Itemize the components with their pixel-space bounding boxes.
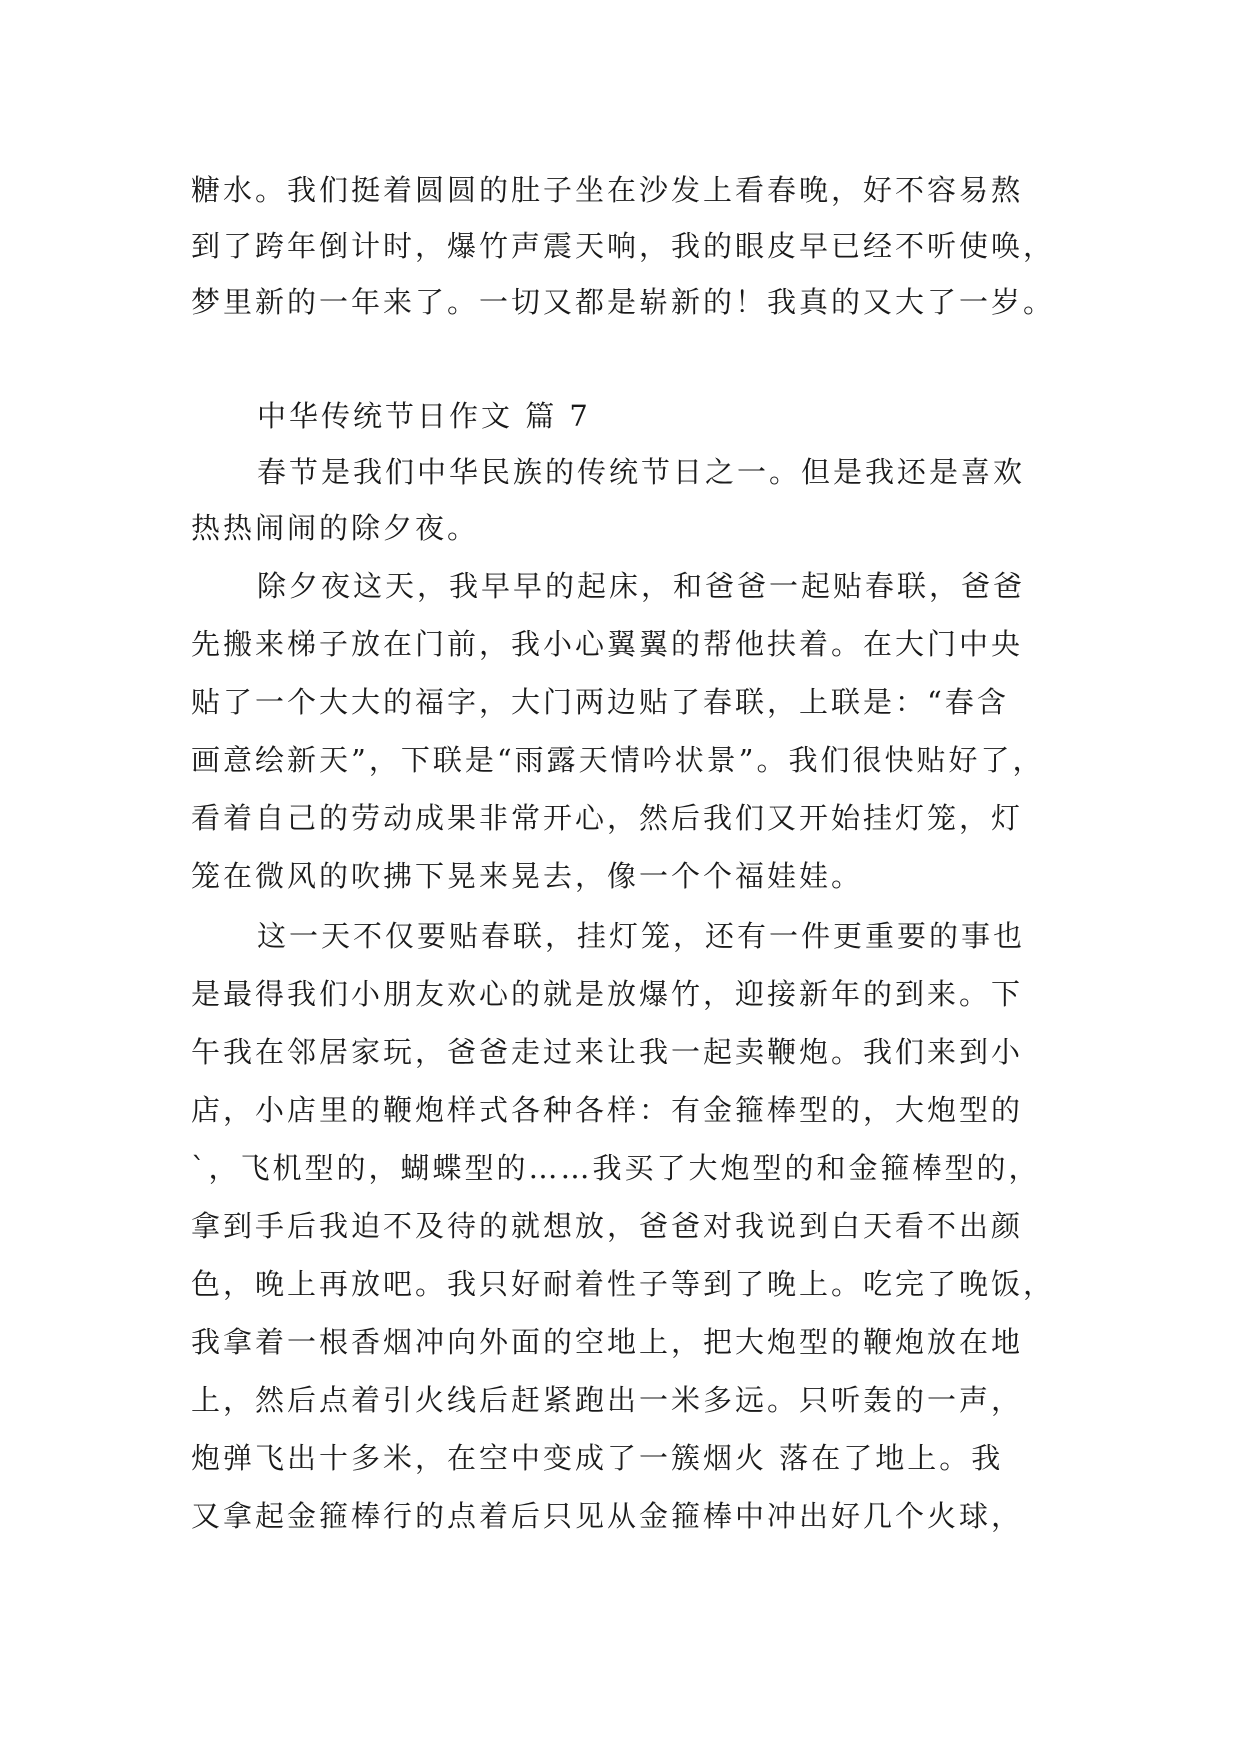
- paragraph-line: 看着自己的劳动成果非常开心，然后我们又开始挂灯笼，灯: [191, 801, 1024, 835]
- paragraph-line: 除夕夜这天，我早早的起床，和爸爸一起贴春联，爸爸: [257, 569, 1026, 603]
- paragraph-line: 贴了一个大大的福字，大门两边贴了春联，上联是：“春含: [191, 685, 1009, 719]
- paragraph-line: 笼在微风的吹拂下晃来晃去，像一个个福娃娃。: [191, 859, 864, 893]
- text-line: 到了跨年倒计时，爆竹声震天响，我的眼皮早已经不听使唤，: [191, 229, 1056, 263]
- section-title: 中华传统节日作文 篇 7: [257, 399, 591, 433]
- paragraph-line: 又拿起金箍棒行的点着后只见从金箍棒中冲出好几个火球，: [191, 1499, 1024, 1533]
- paragraph-line: 热热闹闹的除夕夜。: [191, 511, 480, 545]
- paragraph-line: 拿到手后我迫不及待的就想放，爸爸对我说到白天看不出颜: [191, 1209, 1024, 1243]
- paragraph-line: 店，小店里的鞭炮样式各种各样：有金箍棒型的，大炮型的: [191, 1093, 1024, 1127]
- paragraph-line: 炮弹飞出十多米，在空中变成了一簇烟火 落在了地上。我: [191, 1441, 1004, 1475]
- paragraph-line: 是最得我们小朋友欢心的就是放爆竹，迎接新年的到来。下: [191, 977, 1024, 1011]
- paragraph-line: 午我在邻居家玩，爸爸走过来让我一起卖鞭炮。我们来到小: [191, 1035, 1024, 1069]
- paragraph-line: 春节是我们中华民族的传统节日之一。但是我还是喜欢: [257, 455, 1026, 489]
- text-line: 梦里新的一年来了。一切又都是崭新的！我真的又大了一岁。: [191, 285, 1056, 319]
- paragraph-line: 先搬来梯子放在门前，我小心翼翼的帮他扶着。在大门中央: [191, 627, 1024, 661]
- paragraph-line: `，飞机型的，蝴蝶型的……我买了大炮型的和金箍棒型的，: [191, 1151, 1041, 1185]
- text-line: 糖水。我们挺着圆圆的肚子坐在沙发上看春晚，好不容易熬: [191, 173, 1024, 207]
- paragraph-line: 这一天不仅要贴春联，挂灯笼，还有一件更重要的事也: [257, 919, 1026, 953]
- paragraph-line: 画意绘新天”，下联是“雨露天情吟状景”。我们很快贴好了，: [191, 743, 1045, 777]
- paragraph-line: 我拿着一根香烟冲向外面的空地上，把大炮型的鞭炮放在地: [191, 1325, 1024, 1359]
- paragraph-line: 上，然后点着引火线后赶紧跑出一米多远。只听轰的一声，: [191, 1383, 1024, 1417]
- paragraph-line: 色，晚上再放吧。我只好耐着性子等到了晚上。吃完了晚饭，: [191, 1267, 1056, 1301]
